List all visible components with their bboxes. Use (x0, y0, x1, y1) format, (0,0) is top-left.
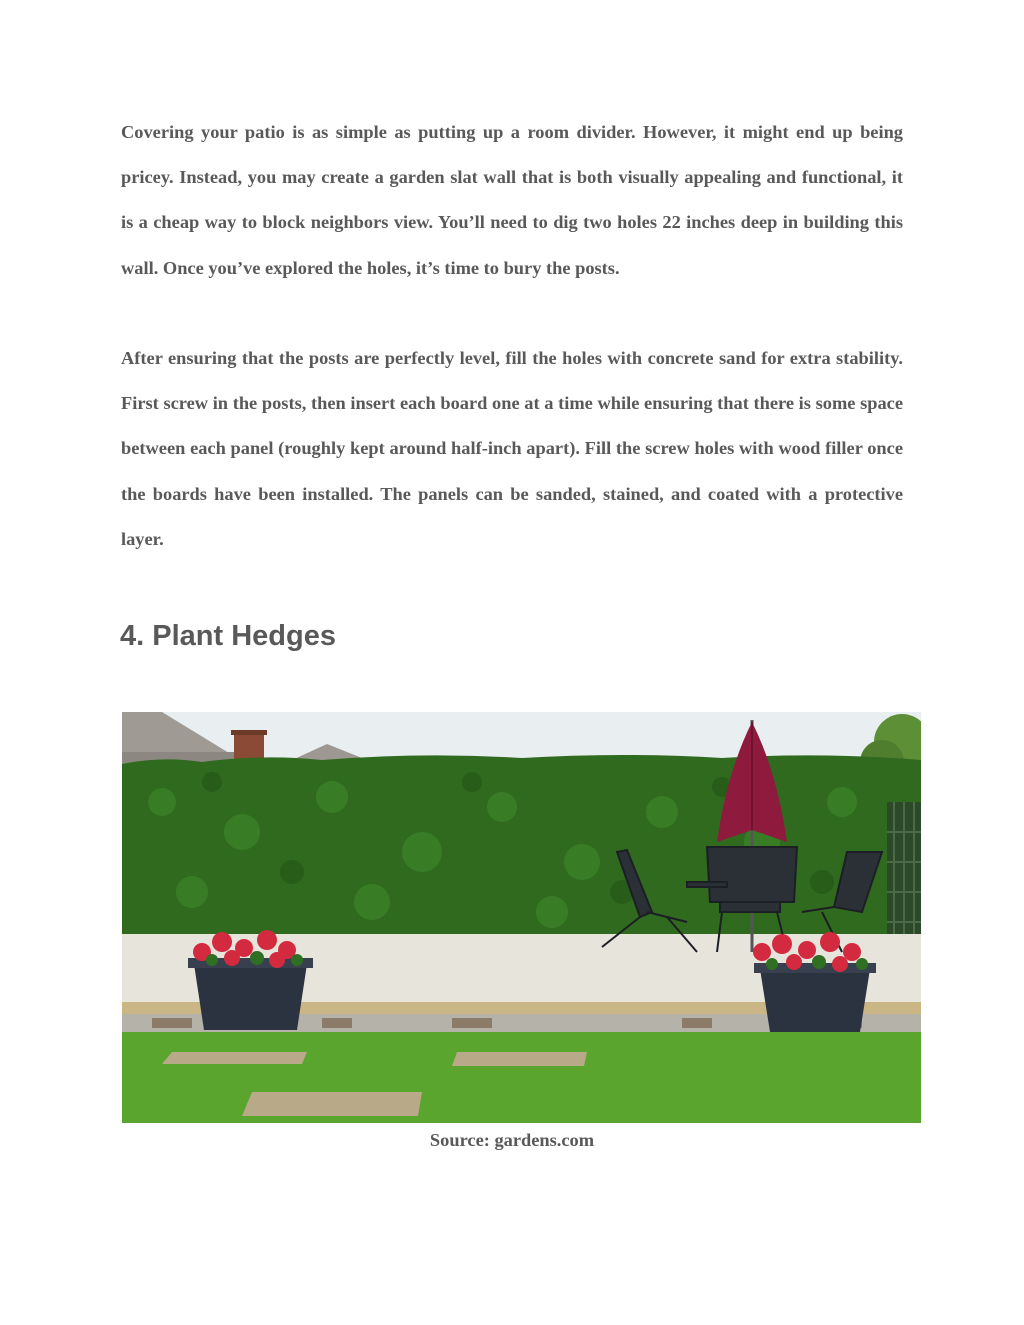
stepping-stone (242, 1092, 422, 1116)
image-caption: Source: gardens.com (429, 1130, 595, 1150)
paragraph-posts-installation: After ensuring that the posts are perfectly level, fill the holes with concrete sand for extra stability. First screw in the posts, then insert each board one at a time while ensuring that there is some space between each panel (roughly kept around half-inch apart). Fill the screw holes with wood filler once the boards have been installed. The panels can be sanded, stained, and coated with a protective layer. (121, 348, 903, 549)
stepping-stone (452, 1052, 587, 1066)
planter-right (760, 969, 870, 1032)
stepping-stone (162, 1052, 307, 1064)
planter-left (194, 964, 307, 1030)
garden-hedge-photo (122, 712, 921, 1123)
lawn (122, 1032, 921, 1123)
section-heading: 4. Plant Hedges (120, 620, 336, 652)
paragraph-slat-wall: Covering your patio is as simple as putting up a room divider. However, it might end up being pricey. Instead, you may create a garden slat wall that is both visually appealing and functional, it is a cheap way to block neighbors view. You’ll need to dig two holes 22 inches deep in building this wall. Once you’ve explored the holes, it’s time to bury the posts. (121, 122, 903, 278)
